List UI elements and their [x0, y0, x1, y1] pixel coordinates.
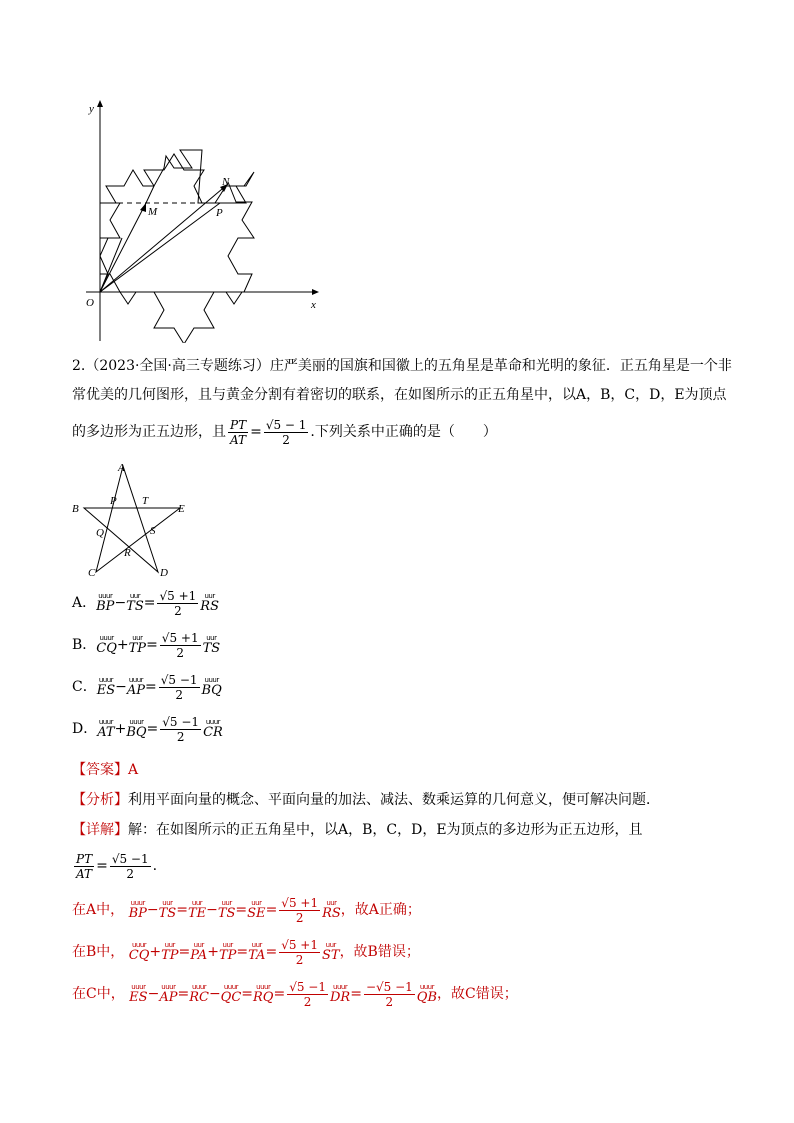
pentagram-figure	[68, 460, 198, 582]
option-b-label: B．	[72, 637, 97, 653]
koch-outline-right	[228, 182, 254, 292]
option-b[interactable]	[72, 630, 220, 660]
vec-d-3: uuur CR	[203, 718, 223, 740]
analysis-line	[72, 790, 660, 810]
star-label-r: R	[124, 547, 131, 559]
answer-tag: 【答案】	[72, 762, 128, 778]
problem-line-2: 常优美的几何图形，且与黄金分割有着密切的联系，在如图所示的正五角星中，以A，B，C，D，E为顶点	[72, 387, 727, 403]
step-a: 在A中， uuur BP − uur TS = uur TE − uur TS = uur SE = $\frac{√5 +1}{2}$ uur RS ，故A正确；	[72, 895, 421, 925]
option-a[interactable]	[72, 588, 219, 618]
detail-line	[72, 820, 643, 840]
eq-d: =	[146, 721, 159, 737]
ratio-den: AT	[230, 432, 247, 447]
star-label-e: E	[178, 503, 185, 515]
vec-c-2: uuur AP	[126, 676, 145, 698]
detail-text: 解：在如图所示的正五角星中，以A，B，C，D，E为顶点的多边形为正五边形，且	[128, 822, 643, 838]
ratio-num: PT	[230, 417, 247, 432]
option-c-label: C．	[72, 679, 97, 695]
x-axis-arrow-icon	[312, 289, 319, 295]
star-label-c: C	[88, 567, 96, 579]
koch-outline-bottom	[154, 292, 214, 343]
vec-a-1: uuur BP	[96, 592, 115, 614]
detail-tag: 【详解】	[72, 822, 128, 838]
step-b: 在B中， uuur CQ + uur TP = uur PA + uur TP = uur TA = $\frac{√5 +1}{2}$ uur ST ，故B错误；	[72, 937, 420, 967]
label-o: O	[86, 297, 94, 309]
vec-b-3: uur TS	[202, 634, 221, 656]
label-n: N	[222, 176, 230, 188]
star-label-q: Q	[96, 527, 104, 539]
vec-b-1: uuur CQ	[96, 634, 117, 656]
label-p: P	[216, 207, 223, 219]
star-label-t: T	[142, 495, 149, 507]
analysis-tag: 【分析】	[72, 792, 128, 808]
option-c[interactable]	[72, 672, 222, 702]
answer-line	[72, 760, 138, 780]
om-arrow-icon	[140, 203, 146, 212]
star-label-s: S	[150, 525, 156, 537]
ratio-eq: =	[250, 424, 262, 440]
op-a: −	[114, 595, 127, 611]
step-c: 在C中， uuur ES − uuur AP = uuur RC − uuur QC = uuur RQ = $\frac{√5 -1}{2}$ uuur DR = $\frac{-√5 -1}{2}$ uuur QB ，故C错误；	[72, 979, 518, 1009]
step-a-post: ，故A正确；	[340, 902, 421, 918]
problem-line-3-pre: 的多边形为正五边形，且	[72, 424, 226, 440]
eq-b: =	[146, 637, 158, 653]
pentagram-shape	[84, 466, 180, 572]
label-x: x	[311, 299, 316, 311]
option-d[interactable]	[72, 714, 223, 744]
star-label-a: A	[118, 462, 125, 474]
label-m: M	[148, 206, 158, 218]
koch-bottom-notch-2	[226, 292, 242, 304]
step-b-post: ，故B错误；	[339, 944, 420, 960]
y-axis-arrow-icon	[97, 100, 103, 107]
option-a-label: A．	[72, 595, 97, 611]
golden-fraction	[264, 418, 309, 447]
vec-c-1: uuur ES	[96, 676, 116, 698]
frac-a: $\frac{√5 +1}{2}$	[159, 588, 197, 618]
vec-c-3: uuur BQ	[201, 676, 222, 698]
vec-d-2: uuur BQ	[126, 718, 147, 740]
vec-d-1: uuur AT	[97, 718, 115, 740]
eq-c: =	[145, 679, 157, 695]
problem-line-3-post: .下列关系中正确的是（ ）	[310, 424, 497, 440]
segment-om	[100, 203, 146, 292]
koch-figure	[80, 98, 330, 343]
frac-b: $\frac{√5 +1}{2}$	[161, 630, 199, 660]
option-d-label: D．	[72, 721, 98, 737]
op-d: +	[114, 721, 127, 737]
eq-a: =	[143, 595, 156, 611]
vec-a-3: uur RS	[200, 592, 219, 614]
op-b: +	[116, 637, 129, 653]
problem-line-3	[72, 414, 497, 450]
analysis-text: 利用平面向量的概念、平面向量的加法、减法、数乘运算的几何意义，便可解决问题．	[128, 792, 660, 808]
star-label-d: D	[160, 567, 168, 579]
vec-b-2: uur TP	[128, 634, 147, 656]
detail-ratio: $\frac{PT}{AT}$	[76, 851, 93, 881]
answer-value: A	[128, 762, 139, 778]
problem-line-1: 2.（2023·全国·高三专题练习）庄严美丽的国旗和国徽上的五角星是革命和光明的象征．正五角星是一个非	[72, 358, 732, 374]
vec-a-2: uur TS	[126, 592, 144, 614]
frac-c: $\frac{√5 -1}{2}$	[160, 672, 198, 702]
star-label-b: B	[72, 503, 79, 515]
detail-ratio-line: $\frac{PT}{AT}$ = $\frac{√5 -1}{2}$ .	[76, 851, 158, 881]
step-c-post: ，故C错误；	[437, 986, 518, 1002]
star-label-p: P	[110, 495, 117, 507]
op-c: −	[115, 679, 127, 695]
label-y: y	[89, 103, 94, 115]
koch-outline-top-left	[100, 203, 120, 238]
detail-golden: $\frac{√5 -1}{2}$	[111, 851, 149, 881]
step-a-pre: 在A中，	[72, 902, 125, 918]
koch-top-star	[144, 154, 204, 203]
koch-bottom-notch-1	[120, 292, 136, 304]
step-c-pre: 在C中，	[72, 986, 125, 1002]
golden-den: 2	[282, 432, 290, 447]
koch-outline-left	[100, 238, 108, 274]
step-b-pre: 在B中，	[72, 944, 125, 960]
frac-d: $\frac{√5 -1}{2}$	[162, 714, 200, 744]
golden-num: √5 − 1	[265, 417, 307, 432]
ratio-pt-at	[228, 418, 248, 447]
